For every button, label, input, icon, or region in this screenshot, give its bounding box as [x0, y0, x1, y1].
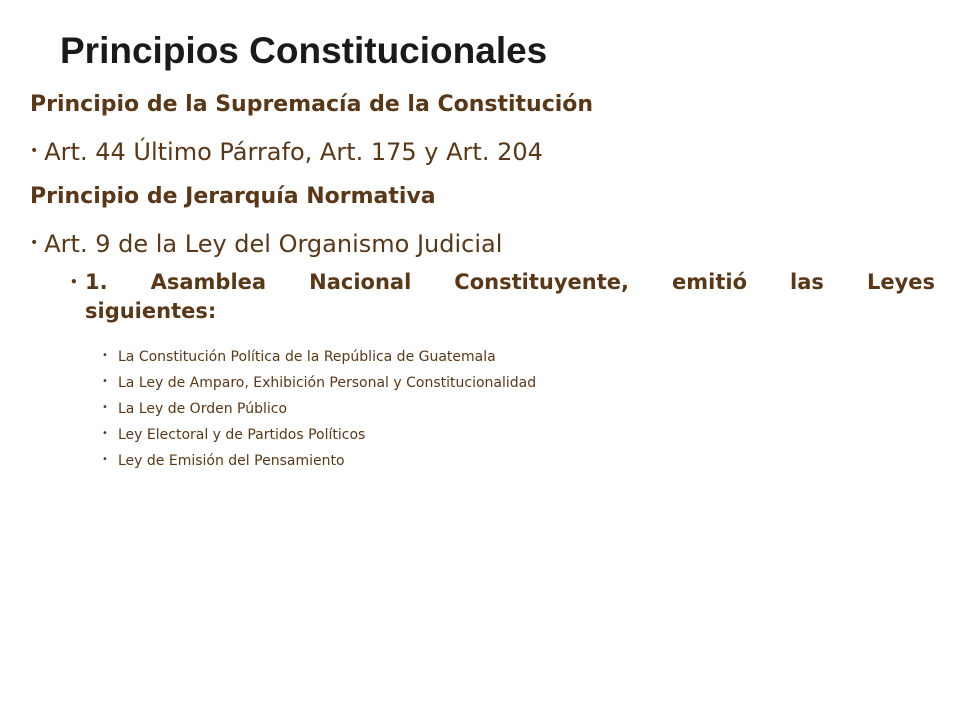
bullet-dot-icon: • [102, 350, 108, 361]
law-name: La Ley de Amparo, Exhibición Personal y Constitucionalidad [118, 375, 537, 391]
law-name: La Constitución Política de la República de Guatemala [118, 349, 496, 365]
bullet-dot-icon: • [30, 143, 39, 159]
law-name: Ley Electoral y de Partidos Políticos [118, 427, 366, 443]
bullet-text: Art. 44 Último Párrafo, Art. 175 y Art. 204 [44, 138, 543, 166]
sub-bullet-line-1: 1. Asamblea Nacional Constituyente, emitió las Leyes [85, 270, 935, 294]
bullet-articulos-supremacia [30, 136, 543, 167]
bullet-dot-icon: • [102, 376, 108, 387]
laws-list [102, 344, 536, 474]
bullet-dot-icon: • [70, 275, 78, 289]
sub-bullet-line-2: siguientes: [85, 299, 217, 323]
bullet-dot-icon: • [102, 402, 108, 413]
list-item [102, 422, 536, 448]
law-name: Ley de Emisión del Pensamiento [118, 453, 345, 469]
list-item [102, 344, 536, 370]
bullet-dot-icon: • [102, 454, 108, 465]
list-item [102, 448, 536, 474]
bullet-dot-icon: • [102, 428, 108, 439]
bullet-text: Art. 9 de la Ley del Organismo Judicial [44, 230, 503, 258]
bullet-articulo-jerarquia [30, 228, 502, 259]
section-heading-jerarquia: Principio de Jerarquía Normativa [30, 184, 436, 209]
section-heading-supremacia: Principio de la Supremacía de la Constitución [30, 92, 594, 117]
list-item [102, 370, 536, 396]
sub-bullet-asamblea [70, 268, 935, 326]
slide-title: Principios Constitucionales [60, 30, 548, 71]
bullet-dot-icon: • [30, 235, 39, 251]
list-item [102, 396, 536, 422]
law-name: La Ley de Orden Público [118, 401, 288, 417]
